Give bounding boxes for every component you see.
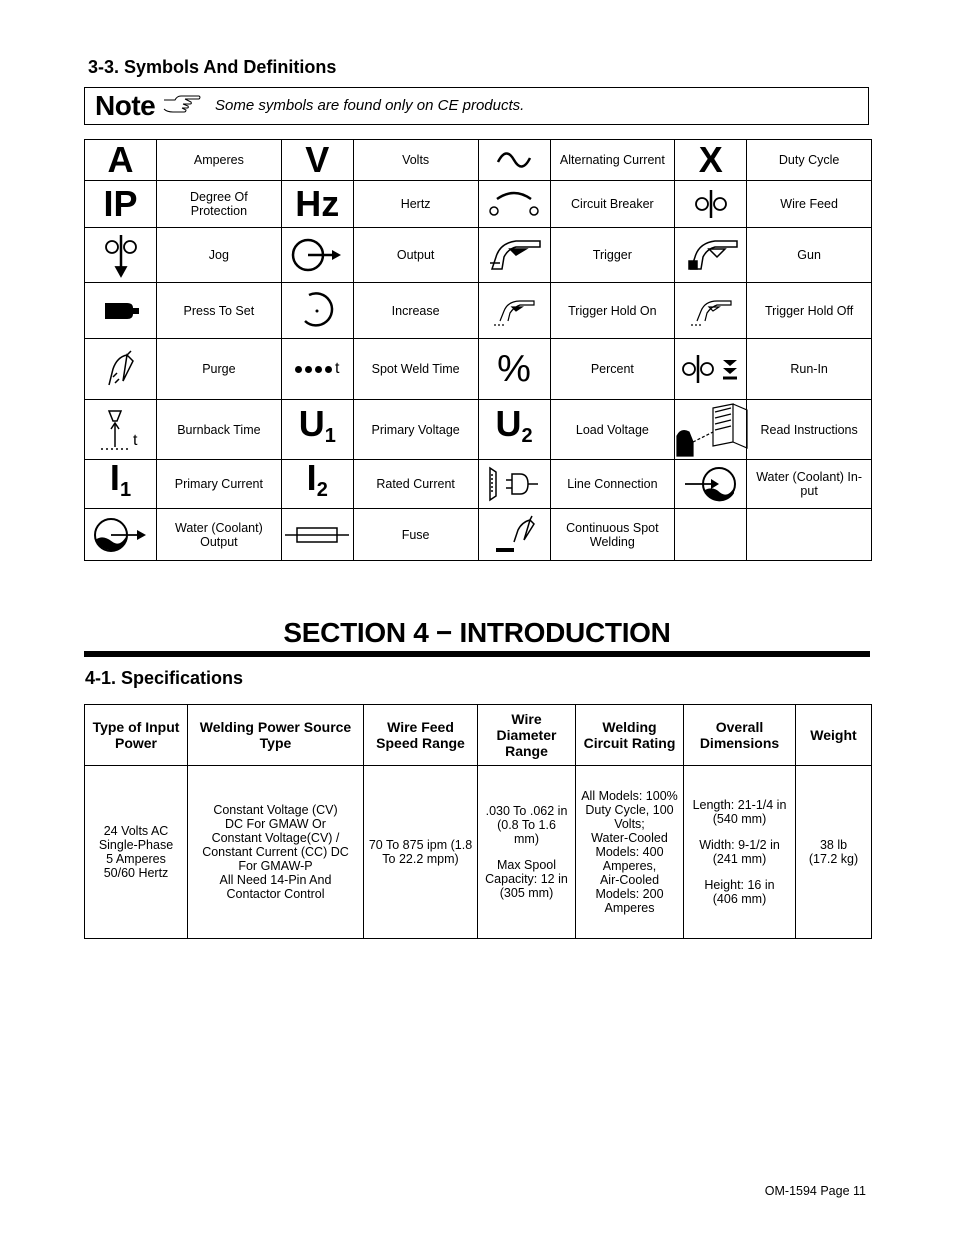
page-footer: OM-1594 Page 11 <box>764 1184 866 1198</box>
pointing-hand-icon <box>161 94 203 121</box>
section-title: SECTION 4 − INTRODUCTION <box>283 617 671 648</box>
symbol-label: Purge <box>157 339 282 400</box>
symbols-row <box>85 228 872 283</box>
cell-line: (406 mm) <box>712 892 767 906</box>
cell-line: Amperes <box>604 901 655 915</box>
continuous-spot-welding-icon <box>478 509 550 561</box>
symbols-row <box>85 339 872 400</box>
spot-weld-time-icon: t <box>281 339 353 400</box>
column-header: Welding Power Source Type <box>188 705 364 766</box>
cell-line: 70 To 875 ipm (1.8 <box>368 838 473 852</box>
cell-line: Models: 200 <box>595 887 664 901</box>
column-header: Welding Circuit Rating <box>576 705 684 766</box>
jog-icon <box>85 228 157 283</box>
symbol-label: Hertz <box>353 181 478 228</box>
symbol-label: Burnback Time <box>157 400 282 460</box>
cell-line: Max Spool <box>496 858 557 872</box>
fuse-icon <box>281 509 353 561</box>
cell-line: All Models: 100% <box>581 789 678 803</box>
table-cell <box>684 766 796 939</box>
trigger-hold-off-icon <box>675 283 747 339</box>
empty-cell <box>747 509 872 561</box>
section-heading-symbols: 3-3. Symbols And Definitions <box>88 57 337 77</box>
symbol-label: Wire Feed <box>747 181 872 228</box>
cell-line: Constant Current (CC) DC <box>202 845 349 859</box>
symbol-label: Trigger Hold On <box>550 283 675 339</box>
trigger-hold-on-icon <box>478 283 550 339</box>
note-label: Note <box>95 90 156 121</box>
specifications-table <box>84 704 872 939</box>
column-header: Weight <box>796 705 872 766</box>
cell-line <box>688 866 791 878</box>
spec-data-row <box>85 766 872 939</box>
primary-current-symbol: $I_1$ <box>85 460 157 509</box>
symbol-label: Gun <box>747 228 872 283</box>
cell-line: Amperes, <box>602 859 657 873</box>
purge-icon <box>85 339 157 400</box>
cell-line: Volts; <box>614 817 645 831</box>
symbol-label: Primary Current <box>157 460 282 509</box>
cell-line: All Need 14-Pin And <box>219 873 332 887</box>
volts-symbol: V <box>281 140 353 181</box>
symbol-label: Increase <box>353 283 478 339</box>
symbol-label: Line Connection <box>550 460 675 509</box>
column-header: Wire Feed Speed Range <box>364 705 478 766</box>
cell-line: .030 To .062 in <box>485 804 568 818</box>
cell-line: 5 Amperes <box>106 852 166 866</box>
table-cell <box>796 766 872 939</box>
symbol-label: Water (Coolant) In-put <box>747 460 872 509</box>
cell-line: Width: 9-1/2 in <box>699 838 780 852</box>
percent-icon: % <box>478 339 550 400</box>
cell-line <box>688 826 791 838</box>
output-icon <box>281 228 353 283</box>
cell-line: (305 mm) <box>499 886 554 900</box>
symbols-row <box>85 140 872 181</box>
symbol-label: Primary Voltage <box>353 400 478 460</box>
press-to-set-icon <box>85 283 157 339</box>
symbol-label: Degree Of Protection <box>157 181 282 228</box>
cell-line: DC For GMAW Or <box>225 817 326 831</box>
cell-line: Constant Voltage (CV) <box>213 803 338 817</box>
column-header: Type of Input Power <box>85 705 188 766</box>
symbol-label: Circuit Breaker <box>550 181 675 228</box>
cell-line: 38 lb <box>819 838 848 852</box>
read-instructions-icon <box>675 400 747 460</box>
cell-line: Capacity: 12 in <box>485 872 568 886</box>
cell-line: 24 Volts AC <box>103 824 169 838</box>
symbols-row <box>85 400 872 460</box>
symbol-label: Volts <box>353 140 478 181</box>
symbols-row <box>85 181 872 228</box>
water-output-icon <box>85 509 157 561</box>
cell-line: To 22.2 mpm) <box>382 852 459 866</box>
cell-line: 50/60 Hertz <box>103 866 169 880</box>
trigger-icon <box>478 228 550 283</box>
table-cell <box>478 766 576 939</box>
symbol-label: Read Instructions <box>747 400 872 460</box>
symbols-table <box>84 139 872 561</box>
symbols-row <box>85 283 872 339</box>
cell-line: (0.8 To 1.6 <box>497 818 556 832</box>
column-header: Wire Diameter Range <box>478 705 576 766</box>
water-input-icon <box>675 460 747 509</box>
symbol-label: Run-In <box>747 339 872 400</box>
cell-line: Height: 16 in <box>704 878 775 892</box>
increase-icon <box>281 283 353 339</box>
cell-line <box>482 846 571 858</box>
symbol-label: Water (Coolant) Output <box>157 509 282 561</box>
table-cell <box>85 766 188 939</box>
symbol-label: Fuse <box>353 509 478 561</box>
sine-wave-icon <box>478 140 550 181</box>
cell-line: Duty Cycle, 100 <box>585 803 674 817</box>
cell-line: mm) <box>514 832 539 846</box>
cell-line: (17.2 kg) <box>808 852 859 866</box>
empty-cell <box>675 509 747 561</box>
symbol-label: Rated Current <box>353 460 478 509</box>
cell-line: Air-Cooled <box>599 873 660 887</box>
cell-line: Models: 400 <box>595 845 664 859</box>
spec-header-row <box>85 705 872 766</box>
protection-symbol: IP <box>85 181 157 228</box>
symbol-label: Trigger Hold Off <box>747 283 872 339</box>
symbol-label: Trigger <box>550 228 675 283</box>
rated-current-symbol: $I_2$ <box>281 460 353 509</box>
symbol-label: Percent <box>550 339 675 400</box>
circuit-breaker-icon <box>478 181 550 228</box>
cell-line: (540 mm) <box>712 812 767 826</box>
table-cell <box>188 766 364 939</box>
symbol-label: Output <box>353 228 478 283</box>
cell-line: Single-Phase <box>98 838 174 852</box>
symbol-label: Amperes <box>157 140 282 181</box>
primary-voltage-symbol: $U_1$ <box>281 400 353 460</box>
gun-icon <box>675 228 747 283</box>
note-text: Some symbols are found only on CE products. <box>215 97 525 114</box>
cell-line: Contactor Control <box>226 887 325 901</box>
symbol-label: Duty Cycle <box>747 140 872 181</box>
symbol-label: Jog <box>157 228 282 283</box>
svg-text:t: t <box>132 431 137 449</box>
table-cell <box>576 766 684 939</box>
line-connection-icon <box>478 460 550 509</box>
table-cell <box>364 766 478 939</box>
cell-line: Water-Cooled <box>591 831 668 845</box>
symbol-label: Spot Weld Time <box>353 339 478 400</box>
symbol-label: Press To Set <box>157 283 282 339</box>
symbol-label: Continuous Spot Welding <box>550 509 675 561</box>
hertz-symbol: Hz <box>281 181 353 228</box>
column-header: Overall Dimensions <box>684 705 796 766</box>
symbols-row <box>85 509 872 561</box>
section-rule <box>84 651 870 657</box>
cell-line: Length: 21-1/4 in <box>692 798 787 812</box>
symbols-row <box>85 460 872 509</box>
duty-cycle-symbol: X <box>675 140 747 181</box>
symbol-label: Load Voltage <box>550 400 675 460</box>
run-in-icon <box>675 339 747 400</box>
symbol-label: Alternating Current <box>550 140 675 181</box>
note-box <box>84 87 869 125</box>
section-heading-specifications: 4-1. Specifications <box>85 668 244 688</box>
wire-feed-icon <box>675 181 747 228</box>
burnback-time-icon <box>85 400 157 460</box>
cell-line: Constant Voltage(CV) / <box>211 831 340 845</box>
load-voltage-symbol: $U_2$ <box>478 400 550 460</box>
cell-line: (241 mm) <box>712 852 767 866</box>
amperes-symbol: A <box>85 140 157 181</box>
cell-line: For GMAW-P <box>238 859 313 873</box>
